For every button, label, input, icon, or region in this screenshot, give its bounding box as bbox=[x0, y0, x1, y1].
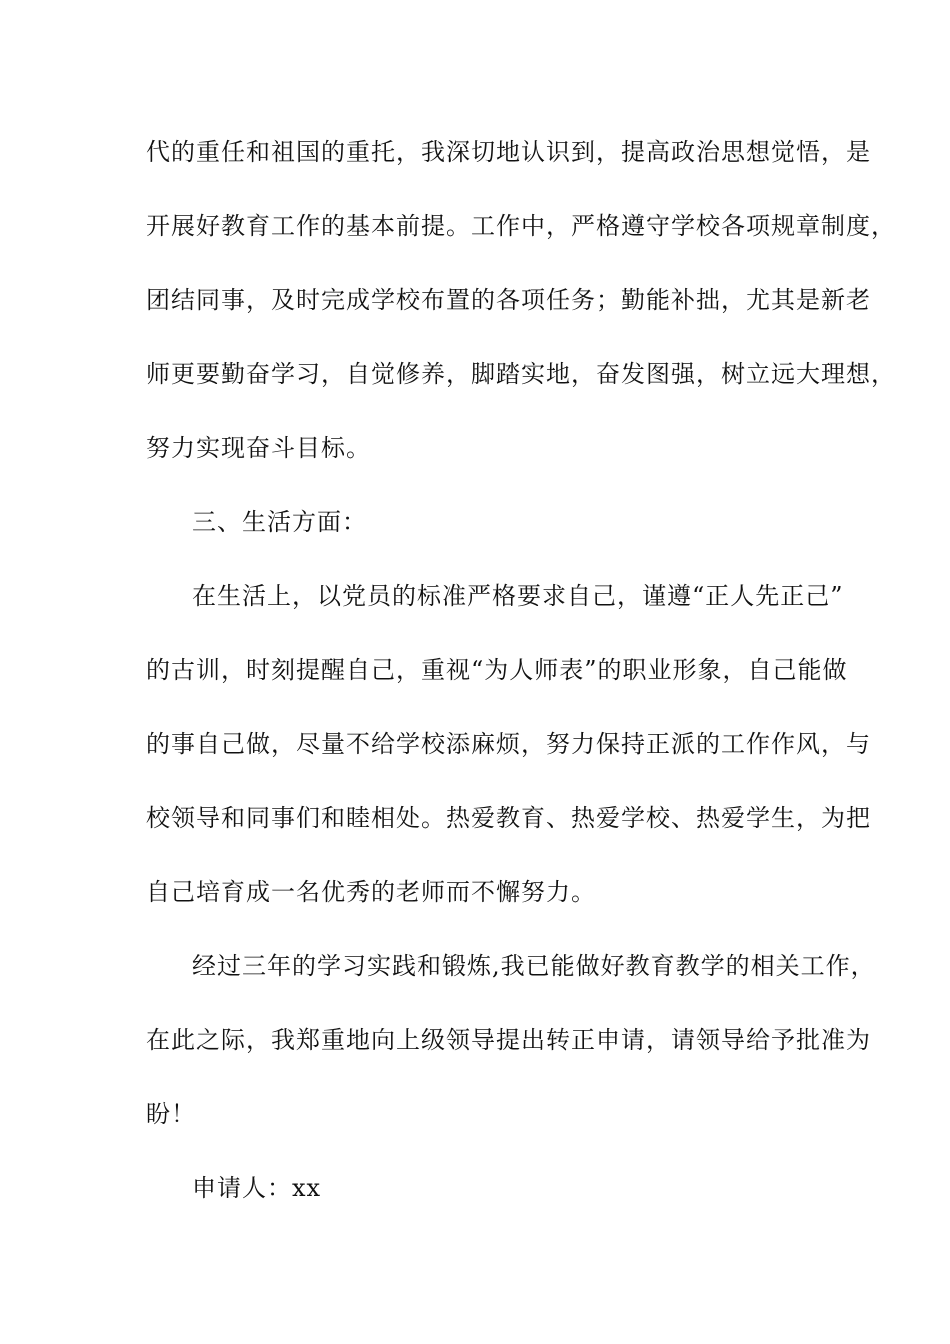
paragraph-line: 在此之际，我郑重地向上级领导提出转正申请，请领导给予批准为 bbox=[146, 1026, 871, 1054]
applicant-signature-line: 申请人：xx bbox=[192, 1174, 322, 1202]
section-heading: 三、生活方面： bbox=[192, 508, 367, 536]
paragraph-line: 经过三年的学习实践和锻炼,我已能做好教育教学的相关工作， bbox=[192, 952, 876, 980]
paragraph-line: 的事自己做，尽量不给学校添麻烦，努力保持正派的工作作风，与 bbox=[146, 730, 871, 758]
paragraph-line: 的古训，时刻提醒自己，重视“为人师表”的职业形象，自己能做 bbox=[146, 656, 848, 684]
paragraph-line: 校领导和同事们和睦相处。热爱教育、热爱学校、热爱学生，为把 bbox=[146, 804, 871, 832]
paragraph-line: 在生活上，以党员的标准严格要求自己，谨遵“正人先正己” bbox=[192, 582, 844, 610]
paragraph-line: 师更要勤奋学习，自觉修养，脚踏实地，奋发图强，树立远大理想， bbox=[146, 360, 896, 388]
paragraph-line: 自己培育成一名优秀的老师而不懈努力。 bbox=[146, 878, 596, 906]
paragraph-line: 盼！ bbox=[146, 1100, 196, 1128]
paragraph-line: 代的重任和祖国的重托，我深切地认识到，提高政治思想觉悟，是 bbox=[146, 138, 871, 166]
paragraph-line: 团结同事，及时完成学校布置的各项任务；勤能补拙，尤其是新老 bbox=[146, 286, 871, 314]
paragraph-line: 努力实现奋斗目标。 bbox=[146, 434, 371, 462]
paragraph-line: 开展好教育工作的基本前提。工作中，严格遵守学校各项规章制度， bbox=[146, 212, 896, 240]
